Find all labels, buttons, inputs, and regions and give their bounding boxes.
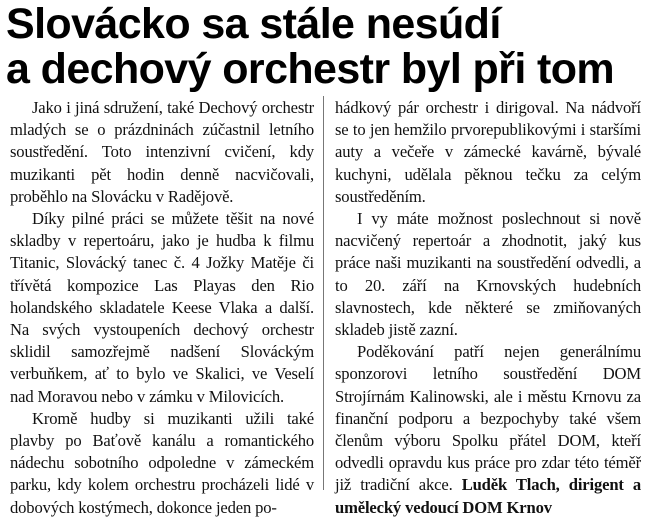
paragraph-4: I vy máte možnost poslechnout si nově nacvičený repertoár a zhodnotit, jaký kus práce naši muzikanti na soustředění odvedli, a to 20. září na Krnovských hudebních slavnostech, kde některé se zmiňovaných skladeb jistě zazní. [335, 209, 641, 340]
column-right [335, 97, 641, 519]
column-left [10, 97, 314, 519]
paragraph-2: Díky pilné práci se můžete těšit na nové skladby v repertoáru, jako je hudba k filmu Titanic, Slovácký tanec č. 4 Jožky Matěje či třívětá kompozice Las Playas den Rio holandského skladatele Keese Vlaka a další. Na svých vystoupeních dechový orchestr sklidil samozřejmě nadšení Slováckým verbuňkem, ať to bylo ve Skalici, ve Veselí nad Moravou nebo v zámku v Milovicích. [10, 209, 314, 406]
paragraph-3-continued: hádkový pár orchestr i dirigoval. Na nádvoří se to jen hemžilo prvorepublikovými i staršími auty a večeře v zámecké kavárně, bývalé kuchyni, udělala pěknou tečku za celým soustředěním. [335, 98, 641, 206]
author-signature: Luděk Tlach, dirigent a umělecký vedoucí DOM Krnov [335, 475, 642, 517]
paragraph-1: Jako i jiná sdružení, také Dechový orchestr mladých se o prázdninách zúčastnil letního soustředění. Toto intenzivní cvičení, kdy muzikanti pět hodin denně nacvičovali, proběhlo na Slovácku v Radějově. [10, 98, 314, 206]
paragraph-5 [335, 341, 641, 519]
paragraph-3: Kromě hudby si muzikanti užili také plavby po Baťově kanálu a romantického nádechu sobotního odpoledne v zámeckém parku, kdy kolem orchestru procházeli lidé v dobových kostýmech, dokonce jeden po- [10, 408, 314, 517]
column-divider [323, 96, 324, 490]
article-headline [6, 2, 646, 92]
paragraph-5-text: Poděkování patří nejen generálnímu sponzorovi letního soustředění DOM Strojírnám Kalinowski, ale i městu Krnovu za finanční podporu a bezpochyby také všem členům výboru Spolku přátel DOM, kteří odvedli opravdu kus práce pro zdar této téměř již tradiční akce. [335, 342, 641, 495]
headline-line-2: a dechový orchestr byl při tom [6, 45, 615, 93]
headline-line-1: Slovácko sa stále nesúdí [6, 0, 501, 48]
